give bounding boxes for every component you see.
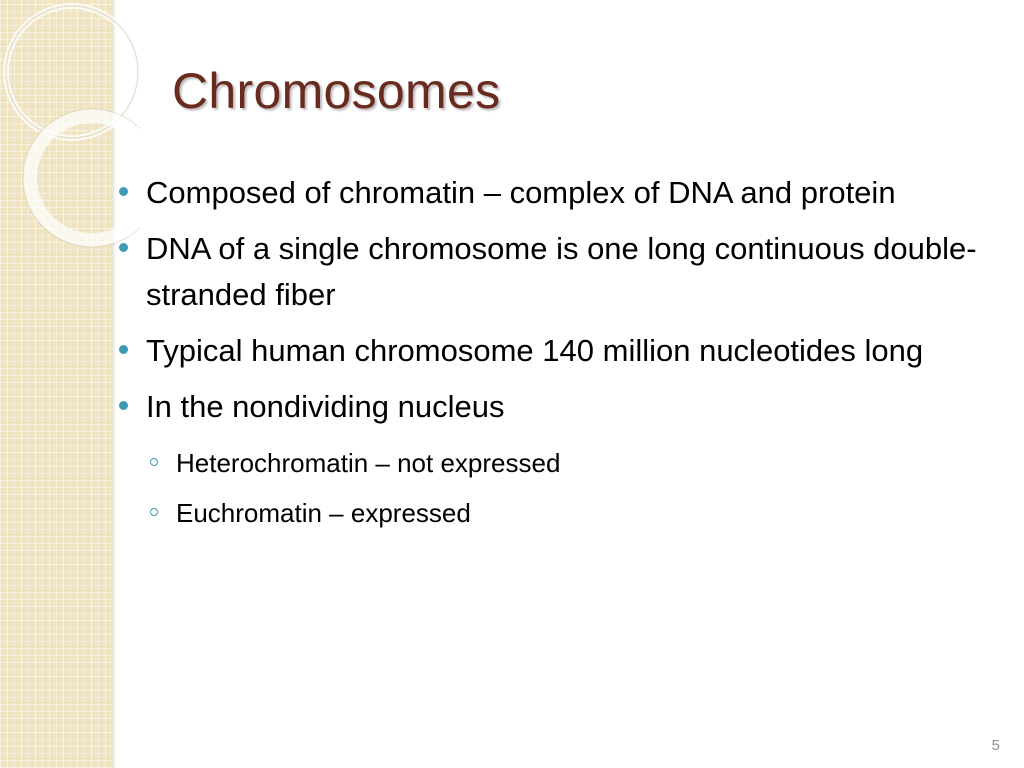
- bullet-item: [118, 170, 1008, 216]
- bullet-item: [118, 384, 1008, 430]
- hollow-circle-icon: [150, 458, 158, 466]
- bullet-list: [118, 170, 1008, 540]
- hollow-circle-icon: [150, 508, 158, 516]
- slide-title: Chromosomes: [172, 63, 501, 119]
- bullet-dot-icon: [119, 243, 128, 252]
- bullet-text: DNA of a single chromosome is one long continuous double-stranded fiber: [146, 231, 977, 312]
- sub-bullet-text: Euchromatin – expressed: [176, 498, 471, 528]
- bullet-dot-icon: [119, 345, 128, 354]
- bullet-text: Composed of chromatin – complex of DNA and protein: [146, 175, 896, 210]
- page-number: 5: [991, 737, 1000, 754]
- decorative-side-strip: [0, 0, 112, 768]
- sub-bullet-list: [118, 440, 1008, 536]
- sub-bullet-item: [118, 440, 1008, 486]
- sub-bullet-item: [118, 490, 1008, 536]
- bullet-text: Typical human chromosome 140 million nucleotides long: [146, 333, 924, 368]
- side-strip-edge: [112, 0, 116, 768]
- bullet-dot-icon: [119, 401, 128, 410]
- bullet-item: [118, 328, 1008, 374]
- bullet-item: [118, 226, 1008, 318]
- sub-bullet-text: Heterochromatin – not expressed: [176, 448, 561, 478]
- bullet-text: In the nondividing nucleus: [146, 389, 505, 424]
- bullet-dot-icon: [119, 187, 128, 196]
